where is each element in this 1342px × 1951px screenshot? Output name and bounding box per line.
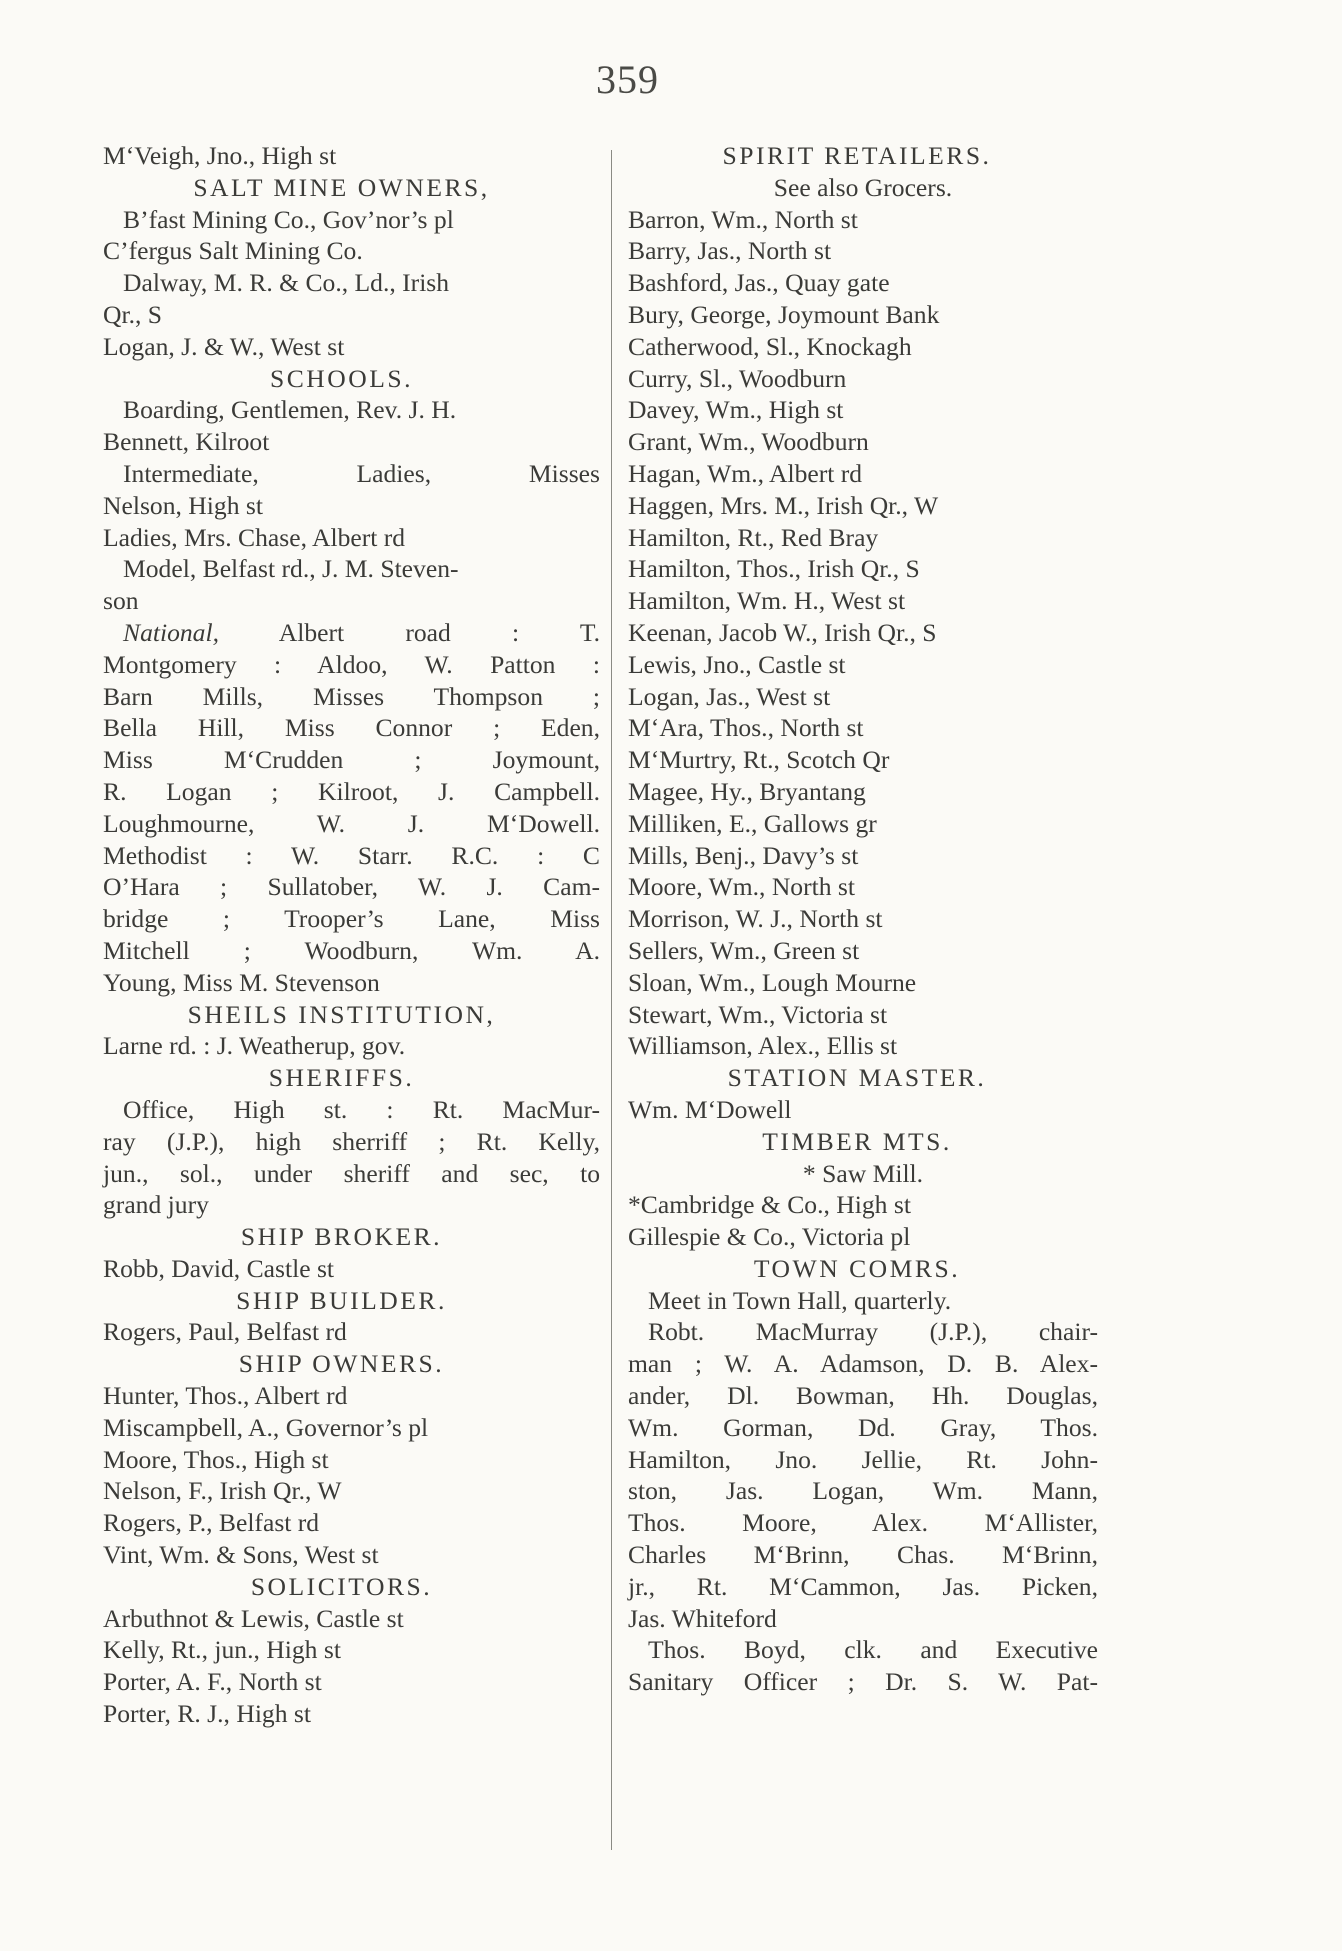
directory-line: ston, Jas. Logan, Wm. Mann, bbox=[628, 1476, 1098, 1506]
directory-line: Young, Miss M. Stevenson bbox=[103, 967, 380, 997]
directory-line: Robt. MacMurray (J.P.), chair- bbox=[648, 1317, 1098, 1347]
directory-line: Sanitary Officer ; Dr. S. W. Pat- bbox=[628, 1667, 1098, 1697]
section-heading: STATION MASTER. bbox=[727, 1063, 987, 1093]
directory-line: Barry, Jas., North st bbox=[628, 236, 832, 266]
section-heading: SHIP BUILDER. bbox=[236, 1285, 447, 1315]
directory-line: Mitchell ; Woodburn, Wm. A. bbox=[103, 935, 600, 965]
section-heading: SHIP BROKER. bbox=[240, 1222, 443, 1252]
directory-line: Boarding, Gentlemen, Rev. J. H. bbox=[123, 395, 457, 425]
directory-line: Wm. M‘Dowell bbox=[628, 1094, 792, 1124]
directory-line: O’Hara ; Sullatober, W. J. Cam- bbox=[103, 872, 600, 902]
directory-line: M‘Ara, Thos., North st bbox=[628, 713, 864, 743]
directory-line: Grant, Wm., Woodburn bbox=[628, 427, 869, 457]
directory-line: Model, Belfast rd., J. M. Steven- bbox=[123, 554, 459, 584]
directory-line: Intermediate, Ladies, Misses bbox=[123, 458, 600, 488]
directory-line: Curry, Sl., Woodburn bbox=[628, 363, 847, 393]
directory-line: Qr., S bbox=[103, 299, 163, 329]
directory-line: C’fergus Salt Mining Co. bbox=[103, 236, 363, 266]
directory-line: Keenan, Jacob W., Irish Qr., S bbox=[628, 617, 937, 647]
directory-line bbox=[103, 617, 600, 649]
directory-line: Stewart, Wm., Victoria st bbox=[628, 999, 888, 1029]
page-number: 359 bbox=[596, 57, 659, 102]
directory-line: Robb, David, Castle st bbox=[103, 1253, 335, 1283]
section-heading: TIMBER MTS. bbox=[762, 1126, 952, 1156]
directory-line: Magee, Hy., Bryantang bbox=[628, 776, 866, 806]
directory-line: Bury, George, Joymount Bank bbox=[628, 299, 940, 329]
directory-line: son bbox=[103, 586, 139, 616]
section-note: See also Grocers. bbox=[773, 172, 953, 202]
directory-line: ray (J.P.), high sherriff ; Rt. Kelly, bbox=[103, 1126, 600, 1156]
directory-line: Bashford, Jas., Quay gate bbox=[628, 268, 890, 298]
directory-line: Rogers, Paul, Belfast rd bbox=[103, 1317, 347, 1347]
directory-line: Sloan, Wm., Lough Mourne bbox=[628, 967, 917, 997]
directory-line: grand jury bbox=[103, 1190, 209, 1220]
directory-line: Barron, Wm., North st bbox=[628, 204, 858, 234]
directory-line: Barn Mills, Misses Thompson ; bbox=[103, 681, 600, 711]
section-heading: TOWN COMRS. bbox=[753, 1253, 961, 1283]
directory-line: ander, Dl. Bowman, Hh. Douglas, bbox=[628, 1381, 1098, 1411]
directory-line: Nelson, High st bbox=[103, 490, 263, 520]
directory-line: Williamson, Alex., Ellis st bbox=[628, 1031, 898, 1061]
directory-line: Hamilton, Thos., Irish Qr., S bbox=[628, 554, 920, 584]
directory-line: Porter, R. J., High st bbox=[103, 1699, 311, 1729]
directory-line: Hunter, Thos., Albert rd bbox=[103, 1381, 348, 1411]
directory-line: Gillespie & Co., Victoria pl bbox=[628, 1222, 911, 1252]
directory-line: Jas. Whiteford bbox=[628, 1603, 777, 1633]
directory-line: Miscampbell, A., Governor’s pl bbox=[103, 1412, 429, 1442]
directory-line: Hamilton, Jno. Jellie, Rt. John- bbox=[628, 1444, 1098, 1474]
right-column bbox=[628, 140, 1098, 1698]
directory-line: Dalway, M. R. & Co., Ld., Irish bbox=[123, 268, 450, 298]
section-heading: SCHOOLS. bbox=[269, 363, 414, 393]
directory-line: B’fast Mining Co., Gov’nor’s pl bbox=[123, 204, 454, 234]
directory-line: bridge ; Trooper’s Lane, Miss bbox=[103, 904, 600, 934]
directory-line: Wm. Gorman, Dd. Gray, Thos. bbox=[628, 1412, 1098, 1442]
italic-label: National, bbox=[123, 617, 219, 647]
left-column bbox=[103, 140, 600, 1730]
directory-line: Nelson, F., Irish Qr., W bbox=[103, 1476, 342, 1506]
directory-line: *Cambridge & Co., High st bbox=[628, 1190, 911, 1220]
directory-line: Rogers, P., Belfast rd bbox=[103, 1508, 320, 1538]
directory-line: Bella Hill, Miss Connor ; Eden, bbox=[103, 713, 600, 743]
directory-line: Miss M‘Crudden ; Joymount, bbox=[103, 745, 600, 775]
directory-line: Catherwood, Sl., Knockagh bbox=[628, 331, 912, 361]
directory-line: Hamilton, Wm. H., West st bbox=[628, 586, 906, 616]
directory-line: Logan, Jas., West st bbox=[628, 681, 831, 711]
directory-line: Milliken, E., Gallows gr bbox=[628, 808, 877, 838]
directory-line: Logan, J. & W., West st bbox=[103, 331, 345, 361]
directory-line: Haggen, Mrs. M., Irish Qr., W bbox=[628, 490, 939, 520]
directory-line: Methodist : W. Starr. R.C. : C bbox=[103, 840, 600, 870]
directory-line: Hamilton, Rt., Red Bray bbox=[628, 522, 879, 552]
directory-line: jr., Rt. M‘Cammon, Jas. Picken, bbox=[628, 1571, 1098, 1601]
directory-line: M‘Veigh, Jno., High st bbox=[103, 141, 337, 170]
column-divider bbox=[611, 150, 612, 1850]
directory-line: Loughmourne, W. J. M‘Dowell. bbox=[103, 808, 600, 838]
directory-line: Mills, Benj., Davy’s st bbox=[628, 840, 859, 870]
directory-line: R. Logan ; Kilroot, J. Campbell. bbox=[103, 776, 600, 806]
section-heading: SHEILS INSTITUTION, bbox=[187, 999, 496, 1029]
section-heading: SOLICITORS. bbox=[250, 1571, 433, 1601]
directory-line: Ladies, Mrs. Chase, Albert rd bbox=[103, 522, 406, 552]
directory-line: Office, High st. : Rt. MacMur- bbox=[123, 1094, 600, 1124]
directory-line: jun., sol., under sheriff and sec, to bbox=[103, 1158, 600, 1188]
section-heading: SHIP OWNERS. bbox=[238, 1349, 445, 1379]
directory-line: Porter, A. F., North st bbox=[103, 1667, 322, 1697]
directory-line: M‘Murtry, Rt., Scotch Qr bbox=[628, 745, 890, 775]
directory-line: Thos. Boyd, clk. and Executive bbox=[648, 1635, 1098, 1665]
section-heading: SHERIFFS. bbox=[268, 1063, 415, 1093]
directory-line: man ; W. A. Adamson, D. B. Alex- bbox=[628, 1349, 1098, 1379]
directory-line: Moore, Wm., North st bbox=[628, 872, 856, 902]
directory-line: Lewis, Jno., Castle st bbox=[628, 649, 846, 679]
directory-line: Charles M‘Brinn, Chas. M‘Brinn, bbox=[628, 1540, 1098, 1570]
section-note: * Saw Mill. bbox=[802, 1158, 924, 1188]
directory-line: Arbuthnot & Lewis, Castle st bbox=[103, 1603, 404, 1633]
directory-line: Hagan, Wm., Albert rd bbox=[628, 458, 863, 488]
directory-line: Vint, Wm. & Sons, West st bbox=[103, 1540, 379, 1570]
directory-line: Meet in Town Hall, quarterly. bbox=[648, 1285, 952, 1315]
directory-line: Kelly, Rt., jun., High st bbox=[103, 1635, 341, 1665]
section-heading: SPIRIT RETAILERS. bbox=[722, 141, 992, 170]
directory-line: Bennett, Kilroot bbox=[103, 427, 270, 457]
directory-line: Montgomery : Aldoo, W. Patton : bbox=[103, 649, 600, 679]
directory-line: Sellers, Wm., Green st bbox=[628, 935, 860, 965]
line-text: Albert road : T. bbox=[278, 617, 600, 647]
directory-line: Morrison, W. J., North st bbox=[628, 904, 883, 934]
directory-line: Davey, Wm., High st bbox=[628, 395, 844, 425]
section-heading: SALT MINE OWNERS, bbox=[193, 172, 490, 202]
directory-line: Thos. Moore, Alex. M‘Allister, bbox=[628, 1508, 1098, 1538]
directory-line: Moore, Thos., High st bbox=[103, 1444, 329, 1474]
directory-line: Larne rd. : J. Weatherup, gov. bbox=[103, 1031, 406, 1061]
